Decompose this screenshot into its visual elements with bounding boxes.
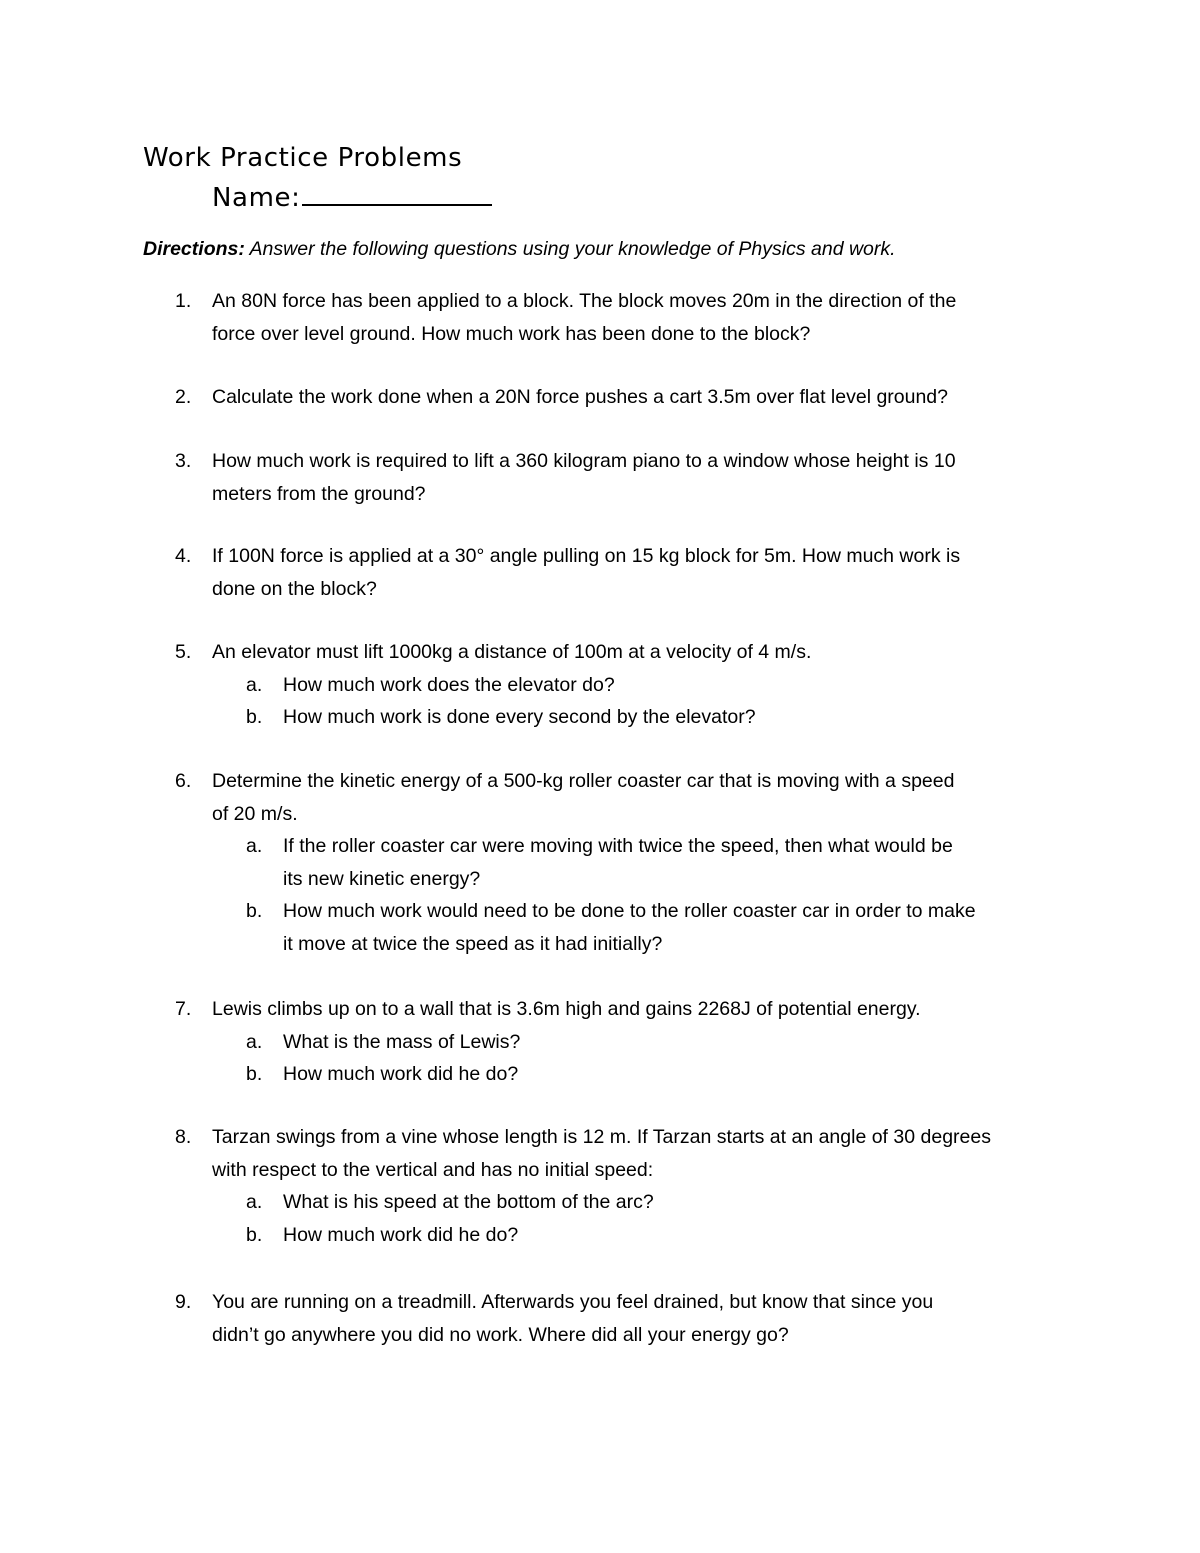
sub-question-line	[175, 863, 1075, 896]
sub-question-text: What is his speed at the bottom of the arc?	[283, 1191, 654, 1213]
sub-question-letter: b.	[246, 900, 263, 922]
question-number: 8.	[175, 1126, 192, 1148]
question-number: 1.	[175, 290, 192, 312]
question-5	[175, 636, 1075, 734]
sub-question-a	[175, 669, 1075, 702]
sub-question-text: How much work is done every second by the elevator?	[283, 706, 756, 728]
question-line	[175, 765, 1075, 798]
question-3	[175, 445, 1075, 510]
sub-question-text: How much work did he do?	[283, 1223, 519, 1246]
question-9	[175, 1286, 1075, 1351]
sub-question-letter: b.	[246, 706, 263, 728]
question-line	[175, 798, 1075, 831]
question-text: Determine the kinetic energy of a 500-kg roller coaster car that is moving with a speed	[212, 770, 955, 792]
sub-question-text: If the roller coaster car were moving with twice the speed, then what would be	[283, 835, 953, 857]
question-number: 7.	[175, 998, 192, 1020]
question-line	[175, 381, 1075, 414]
sub-question-a	[175, 1026, 1075, 1059]
sub-question-b	[175, 701, 1075, 734]
directions-lead: Directions:	[143, 238, 245, 260]
directions-text: Answer the following questions using your knowledge of Physics and work.	[244, 238, 896, 260]
sub-question-text: How much work would need to be done to the roller coaster car in order to make	[283, 900, 976, 922]
sub-question-text: How much work did he do?	[283, 1063, 519, 1085]
question-number: 9.	[175, 1291, 192, 1313]
question-text: Lewis climbs up on to a wall that is 3.6m high and gains 2268J of potential energy.	[212, 998, 921, 1020]
question-text: If 100N force is applied at a 30° angle pulling on 15 kg block for 5m. How much work is	[212, 545, 961, 567]
sub-question-b	[175, 1058, 1075, 1091]
question-text: meters from the ground?	[212, 482, 426, 505]
question-line	[175, 1154, 1075, 1187]
question-text: You are running on a treadmill. Afterwards you feel drained, but know that since you	[212, 1291, 934, 1313]
question-number: 6.	[175, 770, 192, 792]
question-line	[175, 993, 1075, 1026]
question-line	[175, 636, 1075, 669]
question-number: 5.	[175, 641, 192, 663]
question-7	[175, 993, 1075, 1091]
question-text: An elevator must lift 1000kg a distance of 100m at a velocity of 4 m/s.	[212, 641, 812, 663]
sub-question-line	[175, 928, 1075, 961]
question-line	[175, 540, 1075, 573]
sub-question-text: it move at twice the speed as it had initially?	[283, 932, 663, 955]
directions	[143, 234, 896, 264]
sub-question-letter: a.	[246, 1030, 263, 1053]
question-line	[175, 1319, 1075, 1352]
question-2	[175, 381, 1075, 414]
question-line	[175, 285, 1075, 318]
sub-question-b	[175, 895, 1075, 928]
question-6	[175, 765, 1075, 960]
question-text: with respect to the vertical and has no initial speed:	[212, 1158, 654, 1181]
question-text: didn’t go anywhere you did no work. Where did all your energy go?	[212, 1323, 789, 1346]
question-1	[175, 285, 1075, 350]
name-field[interactable]	[212, 176, 492, 216]
question-text: of 20 m/s.	[212, 802, 298, 825]
question-text: Calculate the work done when a 20N force pushes a cart 3.5m over flat level ground?	[212, 386, 949, 408]
sub-question-letter: a.	[246, 1191, 263, 1213]
question-number: 2.	[175, 386, 192, 408]
question-text: An 80N force has been applied to a block. The block moves 20m in the direction of the	[212, 290, 957, 312]
sub-question-b	[175, 1219, 1075, 1252]
question-line	[175, 478, 1075, 511]
question-text: Tarzan swings from a vine whose length is 12 m. If Tarzan starts at an angle of 30 degrees	[212, 1126, 991, 1148]
question-text: done on the block?	[212, 577, 377, 600]
question-8	[175, 1121, 1075, 1251]
sub-question-a	[175, 1186, 1075, 1219]
name-label: Name:	[212, 183, 301, 213]
question-text: How much work is required to lift a 360 kilogram piano to a window whose height is 10	[212, 450, 956, 472]
sub-question-letter: a.	[246, 673, 263, 696]
sub-question-a	[175, 830, 1075, 863]
question-line	[175, 573, 1075, 606]
sub-question-text: its new kinetic energy?	[283, 867, 481, 890]
sub-question-text: How much work does the elevator do?	[283, 673, 615, 696]
sub-question-text: What is the mass of Lewis?	[283, 1030, 521, 1053]
question-4	[175, 540, 1075, 605]
question-line	[175, 1121, 1075, 1154]
sub-question-letter: b.	[246, 1223, 263, 1246]
name-blank-line[interactable]	[302, 176, 492, 206]
page-title: Work Practice Problems	[143, 143, 463, 173]
question-line	[175, 318, 1075, 351]
question-line	[175, 445, 1075, 478]
question-number: 3.	[175, 450, 192, 472]
question-text: force over level ground. How much work has been done to the block?	[212, 322, 811, 345]
question-line	[175, 1286, 1075, 1319]
question-number: 4.	[175, 545, 192, 567]
sub-question-letter: b.	[246, 1063, 263, 1085]
sub-question-letter: a.	[246, 835, 263, 857]
